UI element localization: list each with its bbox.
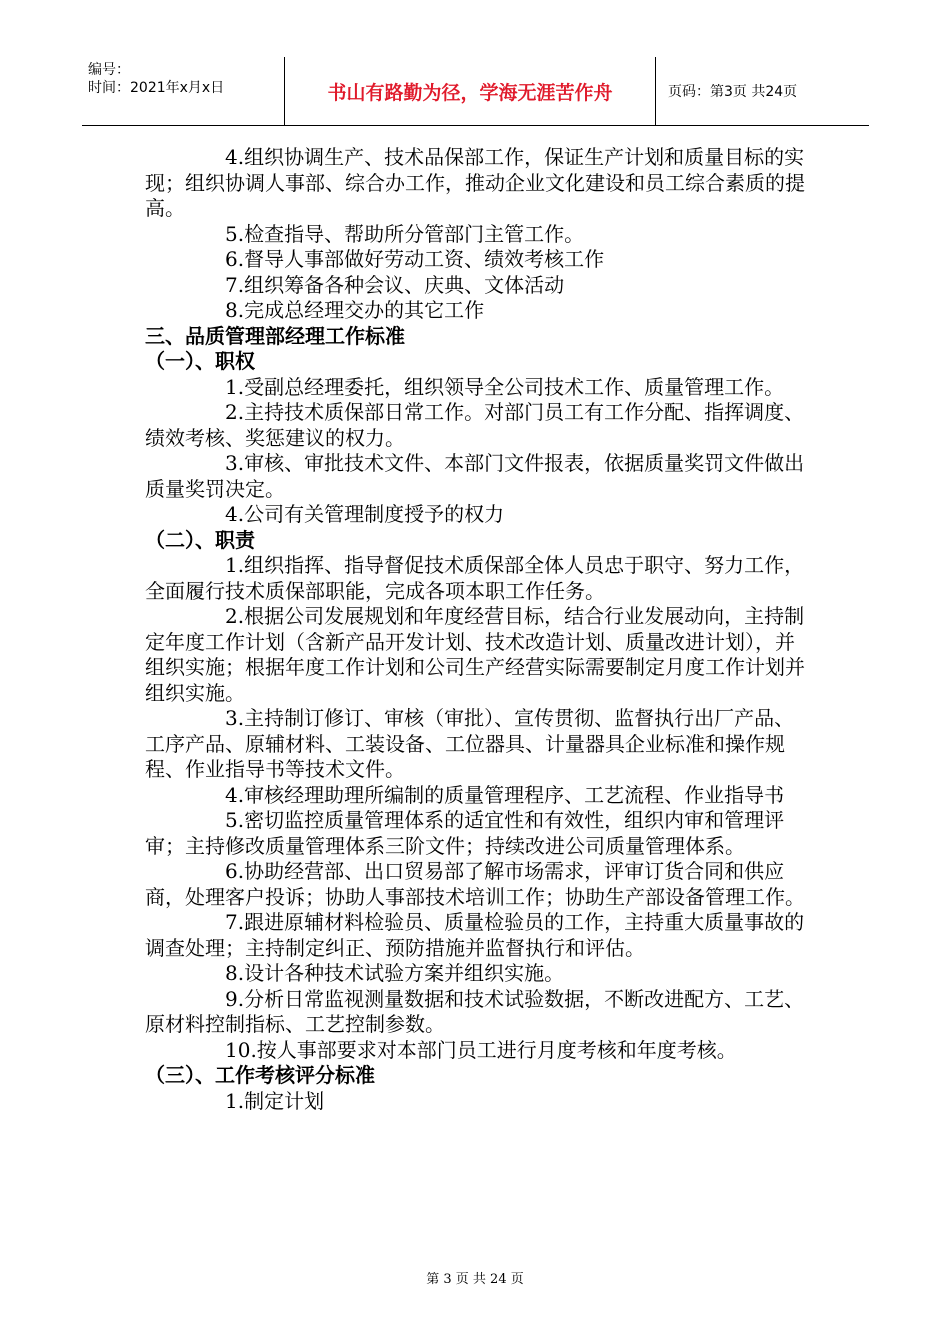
- paragraph: 3.审核、审批技术文件、本部门文件报表，依据质量奖罚文件做出质量奖罚决定。: [145, 451, 805, 501]
- paragraph: 4.组织协调生产、技术品保部工作，保证生产计划和质量目标的实现；组织协调人事部、综合办工作，推动企业文化建设和员工综合素质的提高。: [145, 145, 805, 220]
- paragraph: 1.制定计划: [225, 1088, 325, 1113]
- paragraph: 4.审核经理助理所编制的质量管理程序、工艺流程、作业指导书: [225, 782, 785, 807]
- paragraph: 4.公司有关管理制度授予的权力: [225, 502, 505, 526]
- paragraph: 2.根据公司发展规划和年度经营目标，结合行业发展动向，主持制定年度工作计划（含新产品开发计划、技术改造计划、质量改进计划），并组织实施；根据年度工作计划和公司生产经营实际需要制定月度工作计划并组织实施。: [145, 604, 805, 705]
- subsection-heading: （二）、职责: [145, 527, 255, 552]
- paragraph: 2.主持技术质保部日常工作。对部门员工有工作分配、指挥调度、绩效考核、奖惩建议的权力。: [145, 400, 805, 450]
- doc-time-label: 时间：2021年x月x日: [88, 80, 225, 96]
- paragraph: 10.按人事部要求对本部门员工进行月度考核和年度考核。: [225, 1037, 737, 1062]
- doc-number-label: 编号：: [88, 62, 130, 78]
- paragraph: 9.分析日常监视测量数据和技术试验数据，不断改进配方、工艺、原材料控制指标、工艺控制参数。: [145, 986, 805, 1036]
- paragraph: 6.督导人事部做好劳动工资、绩效考核工作: [225, 247, 605, 271]
- page-footer: 第 3 页 共 24 页: [426, 1272, 524, 1287]
- section-heading: 三、品质管理部经理工作标准: [145, 323, 405, 348]
- subsection-heading: （一）、职权: [145, 349, 255, 373]
- paragraph: 1.受副总经理委托，组织领导全公司技术工作、质量管理工作。: [225, 374, 785, 399]
- paragraph: 3.主持制订修订、审核（审批）、宣传贯彻、监督执行出厂产品、工序产品、原辅材料、工装设备、工位器具、计量器具企业标准和操作规程、作业指导书等技术文件。: [145, 706, 795, 781]
- paragraph: 8.完成总经理交办的其它工作: [225, 298, 485, 322]
- paragraph: 8.设计各种技术试验方案并组织实施。: [225, 961, 565, 985]
- header-motto: 书山有路勤为径，学海无涯苦作舟: [284, 57, 656, 125]
- paragraph: 7.跟进原辅材料检验员、质量检验员的工作，主持重大质量事故的调查处理；主持制定纠正、预防措施并监督执行和评估。: [145, 910, 805, 960]
- page-header: [82, 57, 869, 126]
- paragraph: 5.密切监控质量管理体系的适宜性和有效性，组织内审和管理评审；主持修改质量管理体系三阶文件；持续改进公司质量管理体系。: [145, 808, 785, 858]
- header-meta: [82, 57, 282, 125]
- paragraph: 6.协助经营部、出口贸易部了解市场需求，评审订货合同和供应商，处理客户投诉；协助人事部技术培训工作；协助生产部设备管理工作。: [145, 859, 805, 909]
- header-page-info: 页码：第3页 共24页: [668, 84, 798, 100]
- subsection-heading: （三）、工作考核评分标准: [145, 1063, 375, 1087]
- paragraph: 1.组织指挥、指导督促技术质保部全体人员忠于职守、努力工作，全面履行技术质保部职能，完成各项本职工作任务。: [145, 553, 805, 603]
- paragraph: 5.检查指导、帮助所分管部门主管工作。: [225, 221, 585, 246]
- document-body: [145, 145, 805, 1114]
- paragraph: 7.组织筹备各种会议、庆典、文体活动: [225, 272, 565, 297]
